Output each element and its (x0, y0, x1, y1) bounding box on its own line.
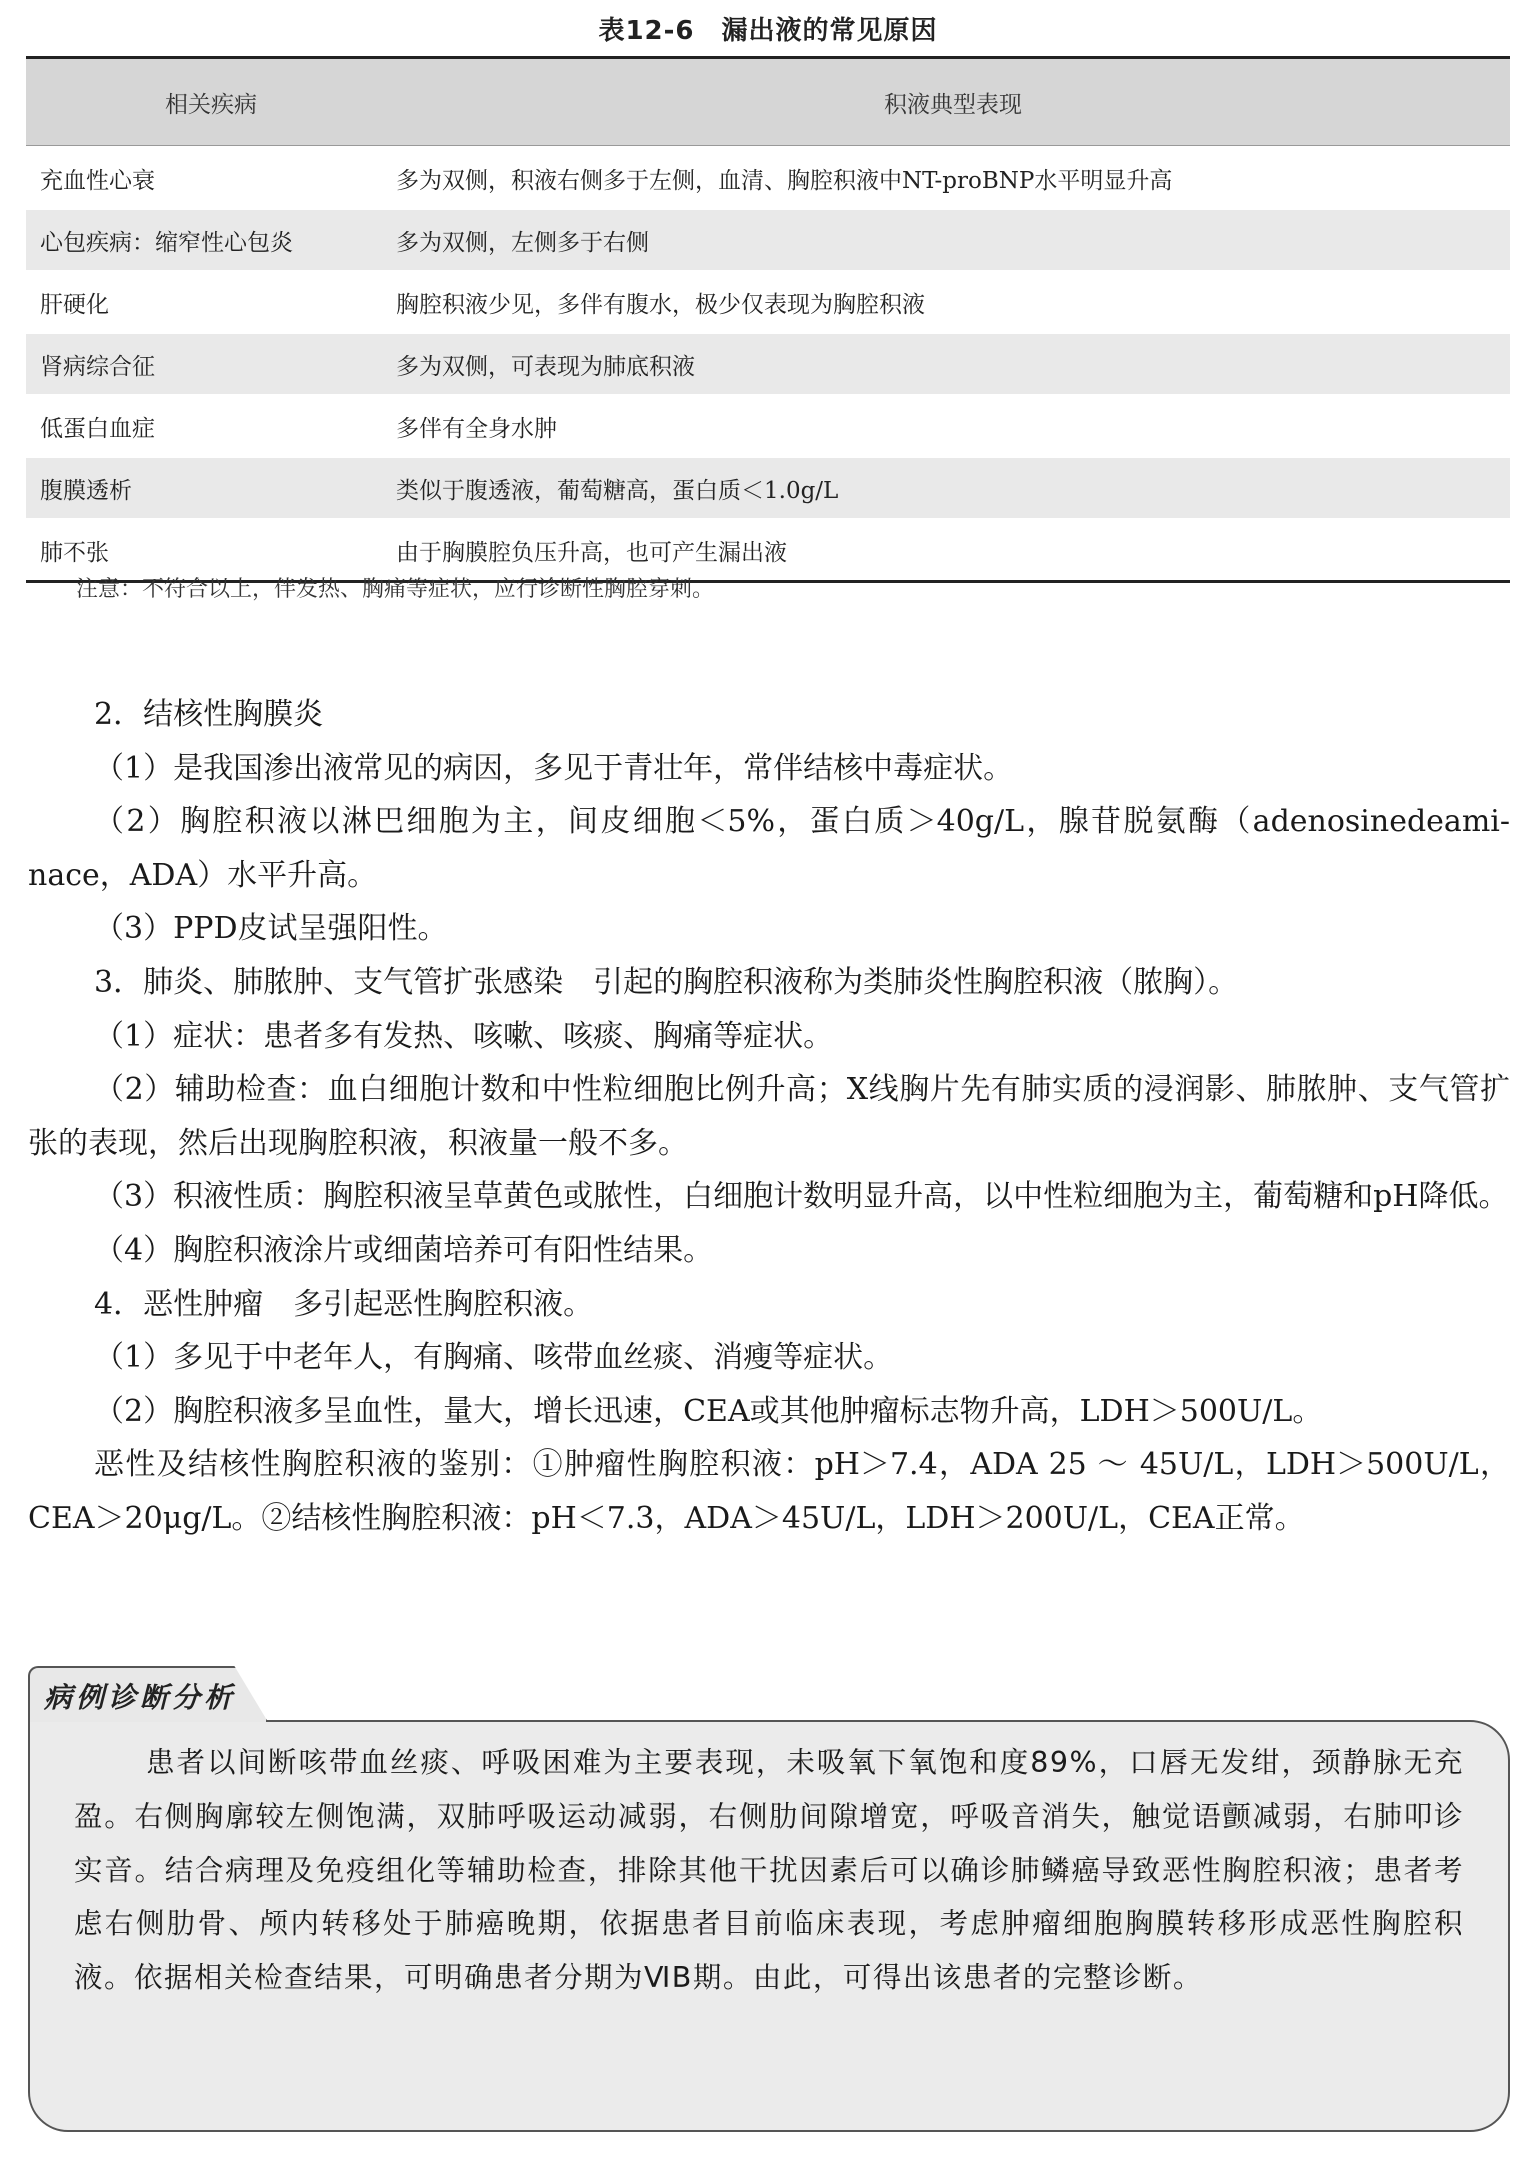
case-analysis-label: 病例诊断分析 (44, 1681, 237, 1714)
cell-disease: 充血性心衰 (40, 167, 155, 194)
table-note: 注意：不符合以上，伴发热、胸痛等症状，应行诊断性胸腔穿刺。 (76, 577, 715, 602)
cell-presentation: 多为双侧，左侧多于右侧 (396, 229, 649, 256)
paragraph: （4）胸腔积液涂片或细菌培养可有阳性结果。 (94, 1232, 714, 1268)
table-row (26, 208, 1510, 270)
paragraph: （2）胸腔积液以淋巴细胞为主，间皮细胞＜5%，蛋白质＞40g/L，腺苷脱氨酶（adenosinedeami-nace，ADA）水平升高。 (28, 804, 1510, 893)
cell-disease: 肾病综合征 (40, 353, 155, 380)
case-analysis-text: 患者以间断咳带血丝痰、呼吸困难为主要表现，未吸氧下氧饱和度89%，口唇无发绀，颈静脉无充盈。右侧胸廓较左侧饱满，双肺呼吸运动减弱，右侧肋间隙增宽，呼吸音消失，触觉语颤减弱，右肺叩诊实音。结合病理及免疫组化等辅助检查，排除其他干扰因素后可以确诊肺鳞癌导致恶性胸腔积液；患者考虑右侧肋骨、颅内转移处于肺癌晚期，依据患者目前临床表现，考虑肿瘤细胞胸膜转移形成恶性胸腔积液。依据相关检查结果，可明确患者分期为ⅥB期。由此，可得出该患者的完整诊断。 (74, 1746, 1464, 1995)
cell-disease: 肺不张 (40, 539, 109, 566)
paragraph: （2）辅助检查：血白细胞计数和中性粒细胞比例升高；X线胸片先有肺实质的浸润影、肺脓肿、支气管扩张的表现，然后出现胸腔积液，积液量一般不多。 (28, 1072, 1510, 1161)
transudate-causes-table (26, 56, 1510, 583)
cell-disease: 肝硬化 (40, 291, 109, 318)
body-text (28, 688, 1510, 1546)
table-row (26, 456, 1510, 518)
cell-disease: 心包疾病：缩窄性心包炎 (40, 229, 293, 256)
paragraph: （1）多见于中老年人，有胸痛、咳带血丝痰、消瘦等症状。 (94, 1340, 894, 1376)
table-header-row (26, 59, 1510, 146)
table-row (26, 518, 1510, 580)
cell-presentation: 胸腔积液少见，多伴有腹水，极少仅表现为胸腔积液 (396, 291, 925, 318)
cell-presentation: 由于胸膜腔负压升高，也可产生漏出液 (396, 539, 787, 566)
cell-presentation: 多为双侧，可表现为肺底积液 (396, 353, 695, 380)
paragraph: （2）胸腔积液多呈血性，量大，增长迅速，CEA或其他肿瘤标志物升高，LDH＞500U/L。 (94, 1393, 1323, 1429)
table-body (26, 146, 1510, 580)
cell-presentation: 多伴有全身水肿 (396, 415, 557, 442)
section-heading-pneumonia: 3．肺炎、肺脓肿、支气管扩张感染 引起的胸腔积液称为类肺炎性胸腔积液（脓胸）。 (94, 964, 1239, 1000)
paragraph: （3）PPD皮试呈强阳性。 (94, 911, 448, 947)
table-row (26, 332, 1510, 394)
table-row (26, 146, 1510, 208)
paragraph: （3）积液性质：胸腔积液呈草黄色或脓性，白细胞计数明显升高，以中性粒细胞为主，葡萄糖和pH降低。 (94, 1179, 1509, 1215)
section-heading-malignant-tumor: 4．恶性肿瘤 多引起恶性胸腔积液。 (94, 1286, 594, 1322)
cell-disease: 低蛋白血症 (40, 415, 155, 442)
paragraph: 恶性及结核性胸腔积液的鉴别：①肿瘤性胸腔积液：pH＞7.4，ADA 25 ～ 45U/L，LDH＞500U/L，CEA＞20μg/L。②结核性胸腔积液：pH＜7.3，ADA＞45U/L，LDH＞200U/L，CEA正常。 (28, 1447, 1510, 1536)
cell-disease: 腹膜透析 (40, 477, 132, 504)
table-title: 表12-6 漏出液的常见原因 (598, 16, 938, 46)
cell-presentation: 类似于腹透液，葡萄糖高，蛋白质＜1.0g/L (396, 477, 839, 504)
section-heading-tuberculous-pleurisy: 2．结核性胸膜炎 (94, 697, 324, 732)
header-presentation: 积液典型表现 (884, 91, 1022, 118)
cell-presentation: 多为双侧，积液右侧多于左侧，血清、胸腔积液中NT-proBNP水平明显升高 (396, 167, 1173, 194)
header-disease: 相关疾病 (165, 91, 257, 118)
paragraph: （1）是我国渗出液常见的病因，多见于青壮年，常伴结核中毒症状。 (94, 750, 1014, 786)
table-row (26, 394, 1510, 456)
paragraph: （1）症状：患者多有发热、咳嗽、咳痰、胸痛等症状。 (94, 1018, 834, 1054)
table-row (26, 270, 1510, 332)
